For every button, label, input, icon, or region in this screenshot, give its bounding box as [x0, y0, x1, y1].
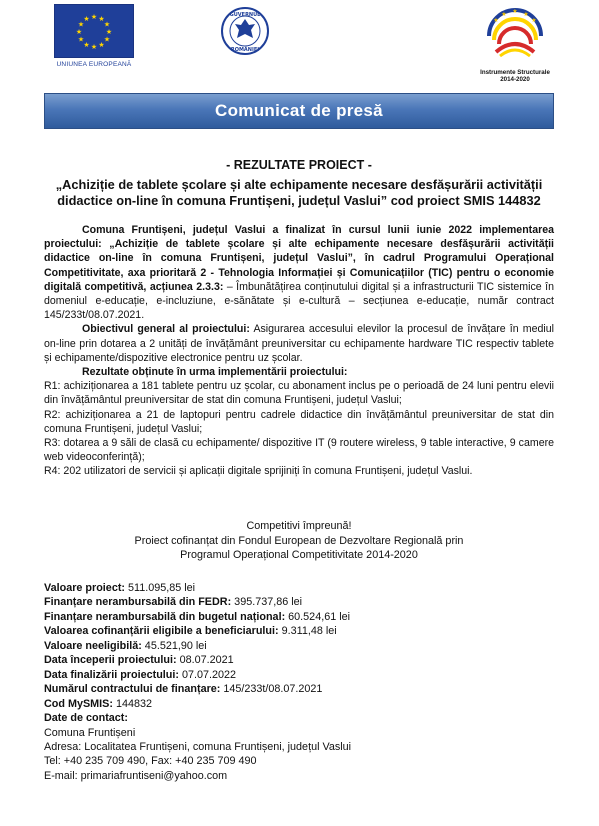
contact-name: Comuna Fruntișeni — [44, 726, 136, 739]
project-details — [44, 581, 554, 783]
cofinance-line: Proiect cofinanțat din Fondul European de Dezvoltare Regională prin — [134, 534, 464, 547]
svg-text:★: ★ — [90, 13, 98, 21]
detail-end-date: Data finalizării proiectului: 07.07.2022 — [44, 668, 237, 681]
objective-text: Asigurarea accesului elevilor la procesul de învățare în mediul on-line prin dotarea a 2 unități de învățământ preuniversitar cu echipamente hardware TIC respectiv tablete și echipamente/dispozitive electronice pentru uz școlar. — [44, 323, 554, 364]
svg-text:★: ★ — [103, 35, 111, 44]
svg-text:★: ★ — [83, 41, 90, 49]
intro-lead: Comuna Fruntișeni, județul Vaslui a finalizat în cursul lunii iunie 2022 implementarea proiectului: „Achiziție de tablete școlare și alte echipamente necesare desfășurării activității didactice on-line în comuna Fruntișeni, județul Vaslui”, în cadrul Programului Operațional Competitivitate, axa prioritară 2 - Tehnologia Informației și Comunicațiilor (TIC) pentru o economie digitală competitivă, acțiunea 2.3.3: — [44, 224, 554, 293]
structural-label: Instrumente Structurale — [480, 69, 550, 76]
svg-text:★: ★ — [501, 11, 507, 18]
slogan: Competitivi împreună! — [246, 520, 352, 532]
detail-fedr: Finanțare nerambursabilă din FEDR: 395.737,86 lei — [44, 596, 303, 609]
banner-title: Comunicat de presă — [215, 101, 383, 120]
detail-cofinancing: Valoarea cofinanțării eligibile a beneficiarului: 9.311,48 lei — [44, 625, 337, 638]
svg-text:★: ★ — [77, 20, 85, 29]
svg-text:★: ★ — [77, 35, 85, 44]
seal-text-top: GUVERNUL — [229, 12, 261, 18]
svg-text:★: ★ — [512, 8, 518, 15]
cofinance-block — [44, 519, 554, 563]
detail-smis: Cod MySMIS: 144832 — [44, 697, 153, 710]
svg-text:★: ★ — [90, 43, 98, 51]
svg-text:★: ★ — [103, 20, 111, 29]
svg-text:★: ★ — [523, 11, 529, 18]
detail-contract: Numărul contractului de finanțare: 145/233t/08.07.2021 — [44, 683, 323, 696]
project-title: „Achiziție de tablete școlare și alte echipamente necesare desfășurării activității didactice on-line în comuna Fruntișeni, județul Vaslui” cod proiect SMIS 144832 — [55, 177, 543, 208]
intro-rest: – Îmbunătățirea conținutului digital și a infrastructurii TIC sistemice în domeniul e-educație, e-incluziune, e-sănătate și e-cultură – secțiunea e-educație, număr contract 145/233t/08.07.2021. — [44, 280, 554, 322]
svg-text:★: ★ — [75, 28, 83, 36]
result-item: R3: dotarea a 9 săli de clasă cu echipamente/ dispozitive IT (9 routere wireless, 9 table interactive, 9 camere web videoconferință); — [44, 437, 554, 464]
contact-email: E-mail: primariafruntiseni@yahoo.com — [44, 769, 228, 782]
contact-address: Adresa: Localitatea Fruntișeni, comuna Fruntișeni, județul Vaslui — [44, 740, 352, 753]
structural-years: 2014-2020 — [500, 76, 530, 83]
svg-text:★: ★ — [98, 41, 105, 49]
eu-stars-icon — [55, 5, 133, 57]
detail-project-value: Valoare proiect: 511.095,85 lei — [44, 582, 196, 594]
program-line: Programul Operațional Competitivitate 2014-2020 — [180, 549, 418, 561]
objective-paragraph — [44, 322, 554, 365]
press-release-banner — [44, 93, 554, 129]
detail-start-date: Data începerii proiectului: 08.07.2021 — [44, 654, 234, 667]
eu-label: UNIUNEA EUROPEANĂ — [56, 61, 132, 68]
logo-bar — [0, 0, 599, 95]
detail-ineligible: Valoare neeligibilă: 45.521,90 lei — [44, 639, 207, 652]
eu-flag — [54, 4, 134, 58]
results-subtitle: - REZULTATE PROIECT - — [226, 158, 372, 172]
svg-text:★: ★ — [98, 15, 105, 23]
detail-national-budget: Finanțare nerambursabilă din bugetul național: 60.524,61 lei — [44, 610, 351, 623]
structural-instruments-logo — [474, 6, 556, 83]
contact-phone: Tel: +40 235 709 490, Fax: +40 235 709 490 — [44, 755, 257, 768]
result-item: R2: achiziționarea a 21 de laptopuri pentru cadrele didactice din învățământul preuniversitar de stat din comuna Fruntișeni, județul Vaslui; — [44, 408, 554, 435]
result-item: R4: 202 utilizatori de servicii și aplicații digitale sprijiniți în comuna Fruntișeni, județul Vaslui. — [44, 465, 473, 478]
svg-text:★: ★ — [531, 17, 537, 24]
contact-heading: Date de contact: — [44, 712, 128, 725]
government-seal-logo — [220, 6, 270, 56]
intro-paragraph — [44, 223, 554, 322]
result-item: R1: achiziționarea a 181 tablete pentru uz școlar, cu abonament inclus pe o perioadă de 24 luni pentru elevii din învățământul preuniversitar de stat din comuna Fruntișeni, județul Vaslui; — [44, 380, 554, 407]
results-heading: Rezultate obținute în urma implementării proiectului: — [82, 366, 348, 379]
seal-icon — [220, 6, 270, 56]
svg-text:★: ★ — [83, 15, 90, 23]
eu-logo — [54, 4, 134, 68]
body-text — [44, 223, 554, 479]
svg-text:★: ★ — [493, 17, 499, 24]
svg-text:★: ★ — [105, 28, 113, 36]
seal-text-bottom: ROMÂNIEI — [230, 47, 260, 53]
objective-label: Obiectivul general al proiectului: — [82, 323, 250, 336]
structural-instruments-icon — [474, 6, 556, 62]
